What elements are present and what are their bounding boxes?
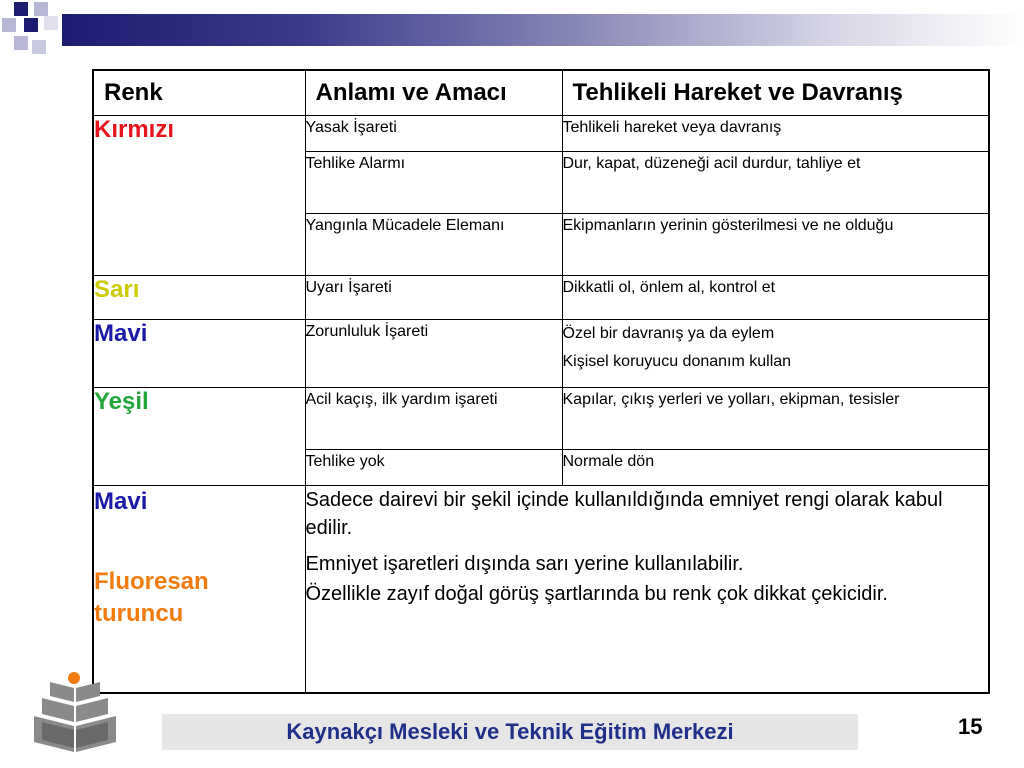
meaning-cell: Tehlike Alarmı [305,152,562,214]
action-cell: Dikkatli ol, önlem al, kontrol et [562,276,989,320]
color-blue-label: Mavi [93,320,305,388]
action-cell: Tehlikeli hareket veya davranış [562,116,989,152]
color-red-label: Kırmızı [93,116,305,276]
page-number: 15 [958,714,983,739]
decor-square [32,40,46,54]
header-action: Tehlikeli Hareket ve Davranış [562,70,989,116]
footer-title: Kaynakçı Mesleki ve Teknik Eğitim Merkezi [286,719,734,744]
color-yellow-label: Sarı [93,276,305,320]
table-row [93,486,989,693]
color-green-label: Yeşil [93,388,305,486]
meaning-cell: Acil kaçış, ilk yardım işareti [305,388,562,450]
meaning-cell: Yangınla Mücadele Elemanı [305,214,562,276]
decor-square [24,18,38,32]
note-text: Emniyet işaretleri dışında sarı yerine kullanılabilir. [305,553,744,575]
meaning-cell: Uyarı İşareti [305,276,562,320]
decor-square [34,2,48,16]
table-row [93,388,989,450]
color-last-labels [93,486,305,693]
header-color: Renk [93,70,305,116]
table-row [93,320,989,388]
decor-square [2,18,16,32]
decor-square [44,16,58,30]
table-row [93,276,989,320]
action-cell: Ekipmanların yerinin gösterilmesi ve ne olduğu [562,214,989,276]
action-cell: Dur, kapat, düzeneği acil durdur, tahliye et [562,152,989,214]
meaning-cell: Zorunluluk İşareti [305,320,562,388]
action-line: Özel bir davranış ya da eylem [562,325,775,342]
table-header-row [93,70,989,116]
action-cell: Normale dön [562,450,989,486]
color-orange-label: Fluoresan turuncu [94,568,209,627]
action-cell [562,320,989,388]
decor-square [14,36,28,50]
note-text: Sadece dairevi bir şekil içinde kullanıldığında emniyet rengi olarak kabul edilir. [305,489,943,539]
color-blue-label: Mavi [94,488,148,515]
meaning-cell: Tehlike yok [305,450,562,486]
color-meaning-table [92,69,990,694]
table-row [93,116,989,152]
header-banner [62,14,1024,46]
meaning-cell: Yasak İşareti [305,116,562,152]
notes-cell [305,486,989,693]
action-line: Kişisel koruyucu donanım kullan [562,353,792,370]
header-meaning: Anlamı ve Amacı [305,70,562,116]
book-tree-logo [30,670,120,756]
decor-square [14,2,28,16]
action-cell: Kapılar, çıkış yerleri ve yolları, ekipman, tesisler [562,388,989,450]
note-text: Özellikle zayıf doğal görüş şartlarında bu renk çok dikkat çekicidir. [305,583,888,605]
